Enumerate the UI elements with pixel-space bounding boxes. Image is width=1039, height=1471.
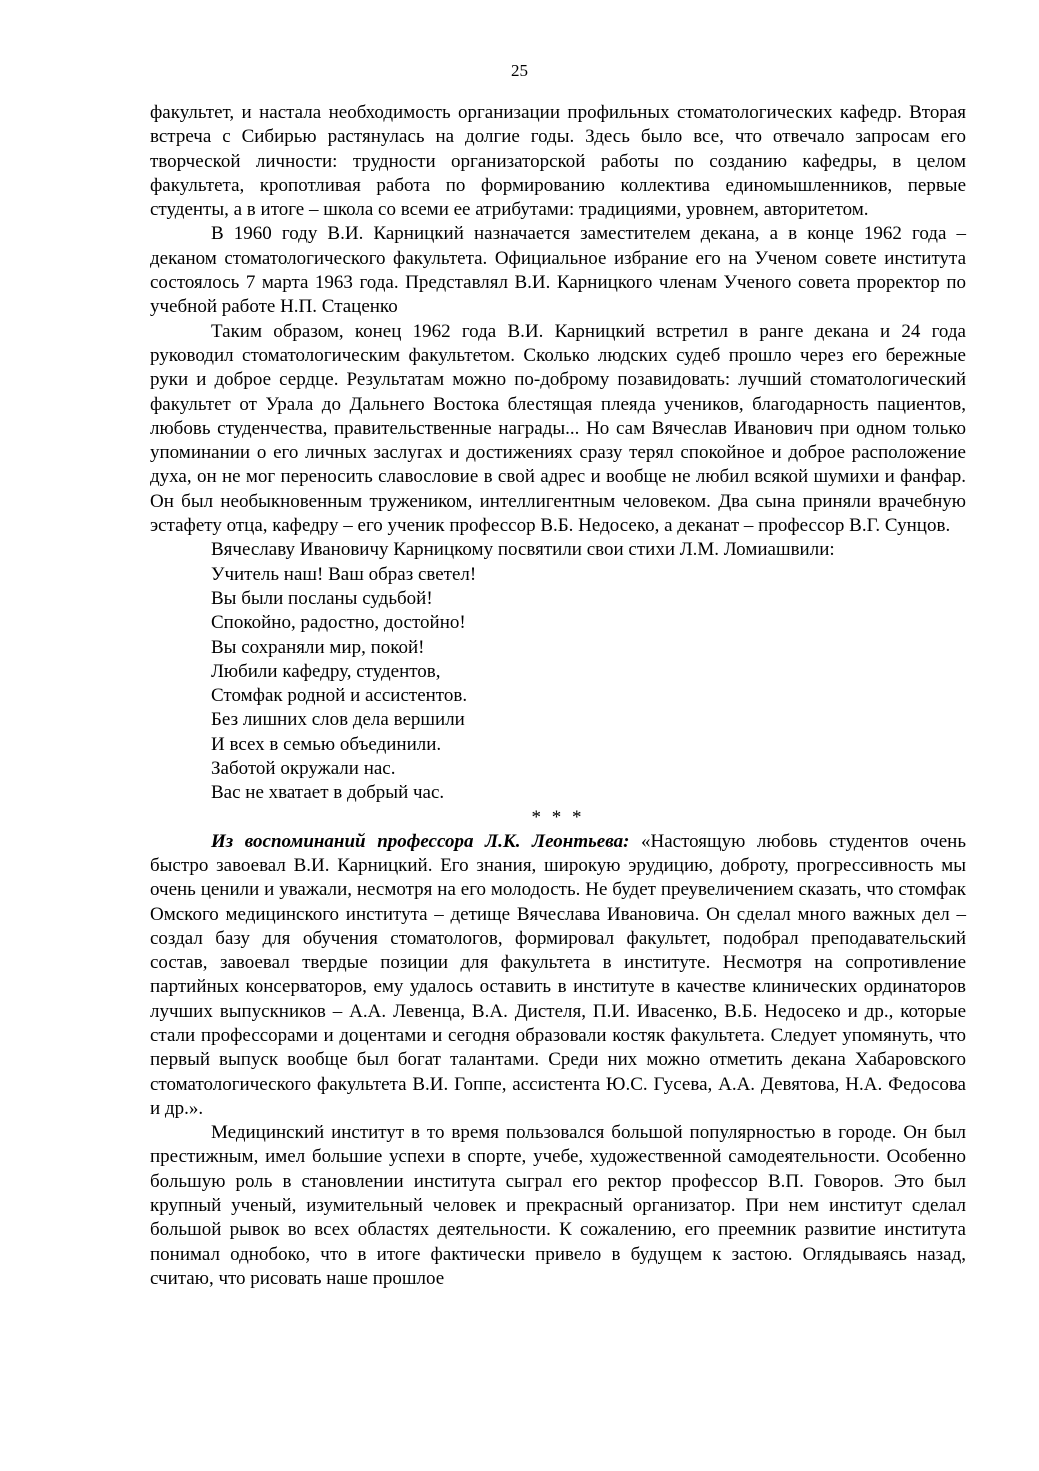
paragraph-appointment: В 1960 году В.И. Карницкий назначается заместителем декана, а в конце 1962 года – деканом стоматологического факультета. Официальное избрание его на Ученом совете института состоялось 7 марта 1963 года. Представлял В.И. Карницкого членам Ученого совета проректор по учебной работе Н.П. Стаценко bbox=[150, 223, 966, 318]
poem-line: Заботой окружали нас. bbox=[211, 758, 396, 780]
poem bbox=[211, 563, 966, 806]
poem-line: Стомфак родной и ассистентов. bbox=[211, 685, 468, 707]
memoir-heading: Из воспоминаний профессора Л.К. Леонтьева: bbox=[211, 830, 630, 852]
poem-line: Без лишних слов дела вершили bbox=[211, 709, 465, 731]
poem-line: И всех в семью объединили. bbox=[211, 733, 442, 755]
paragraph-poem-intro: Вячеславу Ивановичу Карницкому посвятили свои стихи Л.М. Ломиашвили: bbox=[211, 539, 835, 561]
paragraph-continuation: факультет, и настала необходимость организации профильных стоматологических кафедр. Вторая встреча с Сибирью растянулась на долгие годы. Здесь было все, что отвечало запросам его творческой личности: трудности организаторской работы по созданию кафедры, в целом факультета, кропотливая работа по формированию коллектива единомышленников, первые студенты, а в итоге – школа со всеми ее атрибутами: традициями, уровнем, авторитетом. bbox=[150, 102, 966, 221]
paragraph-institute: Медицинский институт в то время пользовался большой популярностью в городе. Он был престижным, имел большие успехи в спорте, учебе, художественной самодеятельности. Особенно большую роль в становлении института сыграл его ректор профессор В.П. Говоров. Это был крупный ученый, изумительный человек и прекрасный организатор. При нем институт сделал большой рывок во всех областях деятельности. К сожалению, его преемник развитие института понимал однобоко, что в итоге фактически привело в будущем к застою. Оглядываясь назад, считаю, что рисовать наше прошлое bbox=[150, 1122, 966, 1289]
poem-line: Вы сохраняли мир, покой! bbox=[211, 636, 425, 658]
page-number: 25 bbox=[511, 61, 528, 80]
poem-line: Учитель наш! Ваш образ светел! bbox=[211, 563, 477, 585]
poem-line: Вас не хватает в добрый час. bbox=[211, 782, 445, 804]
paragraph-memoir bbox=[150, 830, 966, 1122]
section-separator: * * * bbox=[531, 806, 585, 828]
paragraph-dean-years: Таким образом, конец 1962 года В.И. Карницкий встретил в ранге декана и 24 года руководил стоматологическим факультетом. Сколько людских судеб прошло через его бережные руки и доброе сердце. Результатам можно по-доброму позавидовать: лучший стоматологический факультет от Урала до Дальнего Востока блестящая плеяда учеников, благодарность пациентов, любовь студенчества, правительственные награды... Но сам Вячеслав Иванович при одном только упоминании о его личных заслугах и достижениях сразу терял спокойное и доброе расположение духа, он не мог переносить славословие в свой адрес и вообще не любил всякой шумихи и фанфар. Он был необыкновенным тружеником, интеллигентным человеком. Два сына приняли врачебную эстафету отца, кафедру – его ученик профессор В.Б. Недосеко, а деканат – профессор В.Г. Сунцов. bbox=[150, 320, 966, 537]
poem-line: Любили кафедру, студентов, bbox=[211, 660, 441, 682]
poem-line: Вы были посланы судьбой! bbox=[211, 587, 433, 609]
memoir-text: «Настоящую любовь студентов очень быстро завоевал В.И. Карницкий. Его знания, широкую эрудицию, доброту, прогрессивность мы очень ценили и уважали, несмотря на его молодость. Не будет преувеличением сказать, что стомфак Омского медицинского института – детище Вячеслава Ивановича. Он сделал много важных дел – создал базу для обучения стоматологов, формировал факультет, подобрал преподавательский состав, завоевал твердые позиции для факультета в институте. Несмотря на сопротивление партийных консерваторов, ему удалось оставить в институте в качестве клинических ординаторов лучших выпускников – А.А. Левенца, В.А. Дистеля, П.И. Ивасенко, В.Б. Недосеко и др., которые стали профессорами и доцентами и сегодня образовали костяк факультета. Следует упомянуть, что первый выпуск вообще был богат талантами. Среди них можно отметить декана Хабаровского стоматологического факультета В.И. Гоппе, ассистента Ю.С. Гусева, А.А. Девятова, Н.А. Федосова и др.». bbox=[150, 830, 967, 1119]
page-body bbox=[150, 101, 966, 1291]
poem-line: Спокойно, радостно, достойно! bbox=[211, 612, 466, 634]
